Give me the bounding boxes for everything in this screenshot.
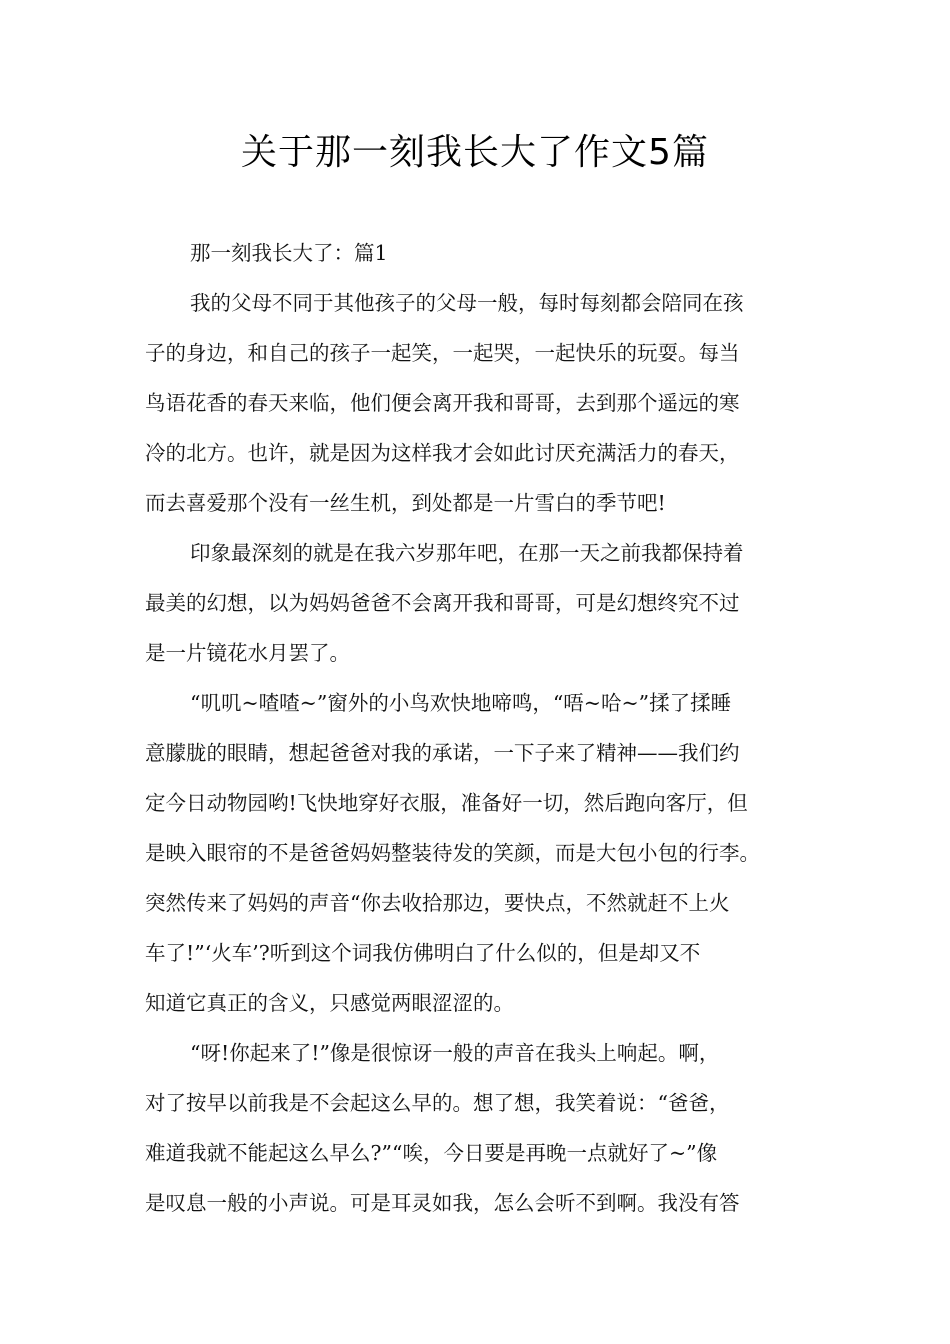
paragraph-line: 最美的幻想，以为妈妈爸爸不会离开我和哥哥，可是幻想终究不过 — [145, 591, 740, 615]
paragraph-line: 定今日动物园哟!飞快地穿好衣服，准备好一切，然后跑向客厅，但 — [145, 791, 748, 815]
paragraph-line: 突然传来了妈妈的声音“你去收拾那边，要快点，不然就赶不上火 — [145, 891, 730, 915]
paragraph-1 — [145, 278, 810, 528]
paragraph-line: “呀!你起来了!”像是很惊讶一般的声音在我头上响起。啊， — [190, 1041, 720, 1065]
paragraph-line: 车了!”‘火车’?听到这个词我仿佛明白了什么似的，但是却又不 — [145, 941, 701, 965]
paragraph-line: 冷的北方。也许，就是因为这样我才会如此讨厌充满活力的春天， — [145, 441, 740, 465]
document-title: 关于那一刻我长大了作文5篇 — [241, 132, 709, 173]
paragraph-line: 对了按早以前我是不会起这么早的。想了想，我笑着说：“爸爸， — [145, 1091, 730, 1115]
paragraph-3 — [145, 678, 810, 1028]
paragraph-line: 我的父母不同于其他孩子的父母一般，每时每刻都会陪同在孩 — [190, 291, 744, 315]
paragraph-line: 是映入眼帘的不是爸爸妈妈整装待发的笑颜，而是大包小包的行李。 — [145, 841, 760, 865]
paragraph-line: 是叹息一般的小声说。可是耳灵如我，怎么会听不到啊。我没有答 — [145, 1191, 740, 1215]
paragraph-line: 意朦胧的眼睛，想起爸爸对我的承诺，一下子来了精神——我们约 — [145, 741, 740, 765]
paragraph-line: 印象最深刻的就是在我六岁那年吧，在那一天之前我都保持着 — [190, 541, 744, 565]
paragraph-line: 难道我就不能起这么早么?”“唉，今日要是再晚一点就好了~”像 — [145, 1141, 718, 1165]
paragraph-line: 那一刻我长大了：篇1 — [190, 241, 388, 265]
paragraph-line: “叽叽~喳喳~”窗外的小鸟欢快地啼鸣，“唔~哈~”揉了揉睡 — [190, 691, 732, 715]
paragraph-line: 是一片镜花水月罢了。 — [145, 641, 350, 665]
paragraph-line: 鸟语花香的春天来临，他们便会离开我和哥哥，去到那个遥远的寒 — [145, 391, 740, 415]
paragraph-line: 知道它真正的含义，只感觉两眼涩涩的。 — [145, 991, 514, 1015]
paragraph-2 — [145, 528, 810, 678]
paragraph-line: 子的身边，和自己的孩子一起笑，一起哭，一起快乐的玩耍。每当 — [145, 341, 740, 365]
paragraph-4 — [145, 1028, 810, 1228]
paragraph-line: 而去喜爱那个没有一丝生机，到处都是一片雪白的季节吧! — [145, 491, 666, 515]
section-heading — [145, 228, 810, 278]
document-body — [145, 228, 810, 1228]
